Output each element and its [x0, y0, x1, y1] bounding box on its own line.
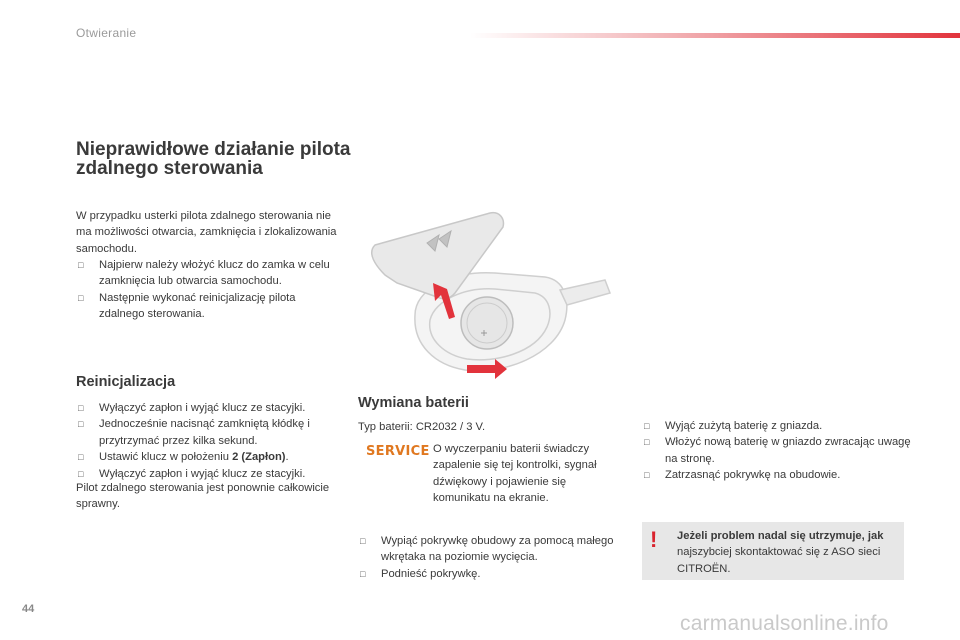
section-title: Otwieranie [76, 26, 137, 40]
exclamation-icon: ! [650, 527, 658, 552]
reinit-steps [76, 400, 338, 482]
battery-type: Typ baterii: CR2032 / 3 V. [358, 421, 486, 433]
checkbox-bullet-icon: □ [78, 260, 84, 270]
battery-icon [461, 297, 513, 349]
reinit-heading: Reinicjalizacja [76, 374, 176, 390]
checkbox-bullet-icon: □ [644, 437, 650, 448]
checkbox-bullet-icon: □ [644, 421, 650, 431]
list-item: □ Wypiąć pokrywkę obudowy za pomocą małego wkrętaka na poziomie wycięcia. [360, 535, 614, 564]
replace-steps [642, 418, 912, 484]
checkbox-bullet-icon: □ [78, 403, 84, 413]
checkbox-bullet-icon: □ [78, 292, 84, 303]
list-item: □ Następnie wykonać reinicjalizację pilota zdalnego sterowania. [78, 291, 296, 321]
list-item: □ Podnieść pokrywkę. [358, 566, 618, 582]
intro-paragraph: W przypadku usterki pilota zdalnego sterowania nie ma możliwości otwarcia, zamknięcia i zlokalizowania samochodu. [76, 210, 337, 255]
ignition-position: 2 (Zapłon) [232, 451, 286, 464]
checkbox-bullet-icon: □ [360, 568, 366, 579]
header-accent-bar [470, 33, 960, 38]
warning-text [677, 528, 899, 577]
page-title: Nieprawidłowe działanie pilota zdalnego sterowania [76, 139, 351, 179]
key-battery-illustration [355, 205, 615, 390]
checkbox-bullet-icon: □ [78, 452, 84, 463]
checkbox-bullet-icon: □ [78, 468, 84, 479]
list-item: □ Jednocześnie nacisnąć zamkniętą kłódkę i przytrzymać przez kilka sekund. [78, 418, 310, 447]
checkbox-bullet-icon: □ [78, 419, 84, 430]
list-item: □ Włożyć nową baterię w gniazdo zwracając uwagę na stronę. [644, 436, 911, 465]
list-item: □ Wyjąć zużytą baterię z gniazda. [642, 418, 912, 434]
list-item: □ Zatrzasnąć pokrywkę na obudowie. [642, 467, 912, 483]
page-number: 44 [22, 603, 35, 615]
checkbox-bullet-icon: □ [360, 536, 366, 546]
service-description: O wyczerpaniu baterii świadczy zapalenie się tej kontrolki, sygnał dźwiękowy i pojawienie się komunikatu na ekranie. [433, 443, 597, 505]
list-item: □ Wyłączyć zapłon i wyjąć klucz ze stacyjki. [76, 466, 338, 482]
warning-bold-text: Jeżeli problem nadal się utrzymuje, jak [677, 530, 884, 542]
battery-steps [358, 533, 618, 582]
warning-rest-text: najszybciej skontaktować się z ASO sieci CITROËN. [677, 546, 881, 575]
list-item: □ Najpierw należy włożyć klucz do zamka w celu zamknięcia lub otwarcia samochodu. [78, 259, 330, 288]
checkbox-bullet-icon: □ [644, 470, 650, 481]
service-warning-icon: SERVICE [366, 444, 430, 459]
list-item: □ Wyłączyć zapłon i wyjąć klucz ze stacyjki. [76, 400, 338, 416]
list-item: □ Ustawić klucz w położeniu 2 (Zapłon). [76, 449, 338, 465]
battery-heading: Wymiana baterii [358, 395, 469, 411]
intro-steps [76, 257, 338, 323]
reinit-final-text: Pilot zdalnego sterowania jest ponownie całkowicie sprawny. [76, 482, 330, 511]
watermark: carmanualsonline.info [680, 612, 889, 635]
